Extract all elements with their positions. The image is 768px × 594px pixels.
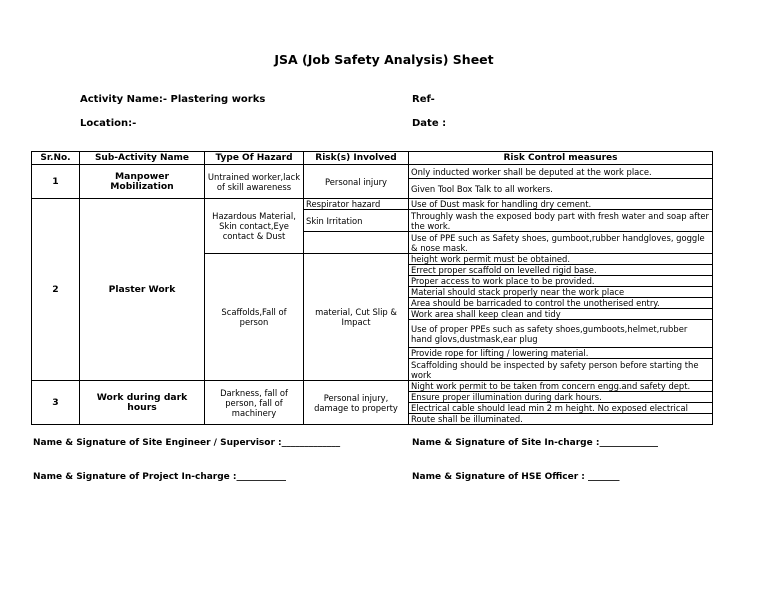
hazard-cell: Untrained worker,lack of skill awareness: [205, 165, 304, 199]
measure-cell: Errect proper scaffold on levelled rigid base.: [409, 265, 713, 276]
table-row: [32, 381, 713, 392]
sub-activity-cell: Plaster Work: [80, 199, 205, 381]
date-label: Date :: [412, 118, 447, 129]
measure-cell: Only inducted worker shall be deputed at the work place.: [409, 165, 713, 179]
measure-cell: Use of Dust mask for handling dry cement.: [409, 199, 713, 210]
measure-cell: Scaffolding should be inspected by safety person before starting the work: [409, 359, 713, 381]
table-row: [32, 199, 713, 210]
measure-cell: Material should stack properly near the work place: [409, 287, 713, 298]
site-engineer-signature: Name & Signature of Site Engineer / Supervisor :_____________: [33, 438, 341, 448]
sr-no-cell: 1: [32, 165, 80, 199]
col-sub-activity: Sub-Activity Name: [80, 152, 205, 165]
project-incharge-signature: Name & Signature of Project In-charge :___________: [33, 472, 287, 482]
col-risks: Risk(s) Involved: [304, 152, 409, 165]
page-title: JSA (Job Safety Analysis) Sheet: [274, 52, 494, 67]
table-row: [32, 165, 713, 179]
measure-cell: Given Tool Box Talk to all workers.: [409, 179, 713, 199]
measure-cell: Night work permit to be taken from concern engg.and safety dept.: [409, 381, 713, 392]
measure-cell: Provide rope for lifting / lowering material.: [409, 348, 713, 359]
risk-cell: Respirator hazard: [304, 199, 409, 210]
risk-cell: Personal injury, damage to property: [304, 381, 409, 425]
measure-cell: Proper access to work place to be provided.: [409, 276, 713, 287]
hazard-cell: Hazardous Material, Skin contact,Eye contact & Dust: [205, 199, 304, 254]
measure-cell: Electrical cable should lead min 2 m height. No exposed electrical: [409, 403, 713, 414]
measure-cell: height work permit must be obtained.: [409, 254, 713, 265]
table-header-row: [32, 152, 713, 165]
activity-name: Activity Name:- Plastering works: [80, 94, 266, 105]
col-hazard-type: Type Of Hazard: [205, 152, 304, 165]
measure-cell: Throughly wash the exposed body part with fresh water and soap after the work.: [409, 210, 713, 232]
measure-cell: Use of PPE such as Safety shoes, gumboot,rubber handgloves, goggle & nose mask.: [409, 232, 713, 254]
measure-cell: Route shall be illuminated.: [409, 414, 713, 425]
hazard-cell: Darkness, fall of person, fall of machinery: [205, 381, 304, 425]
risk-cell: [304, 232, 409, 254]
sub-activity-cell: Manpower Mobilization: [80, 165, 205, 199]
measure-cell: Ensure proper illumination during dark hours.: [409, 392, 713, 403]
risk-cell: material, Cut Slip & Impact: [304, 254, 409, 381]
col-control-measures: Risk Control measures: [409, 152, 713, 165]
hse-officer-signature: Name & Signature of HSE Officer : _______: [412, 472, 620, 482]
col-sr-no: Sr.No.: [32, 152, 80, 165]
risk-cell: Skin Irritation: [304, 210, 409, 232]
site-incharge-signature: Name & Signature of Site In-charge :_____________: [412, 438, 658, 448]
hazard-cell: Scaffolds,Fall of person: [205, 254, 304, 381]
ref-label: Ref-: [412, 94, 435, 105]
sr-no-cell: 3: [32, 381, 80, 425]
sr-no-cell: 2: [32, 199, 80, 381]
measure-cell: Area should be barricaded to control the unotherised entry.: [409, 298, 713, 309]
measure-cell: Use of proper PPEs such as safety shoes,gumboots,helmet,rubber hand glovs,dustmask,ear plug: [409, 320, 713, 348]
jsa-table: [31, 151, 713, 425]
risk-cell: Personal injury: [304, 165, 409, 199]
location-label: Location:-: [80, 118, 137, 129]
measure-cell: Work area shall keep clean and tidy: [409, 309, 713, 320]
sub-activity-cell: Work during dark hours: [80, 381, 205, 425]
